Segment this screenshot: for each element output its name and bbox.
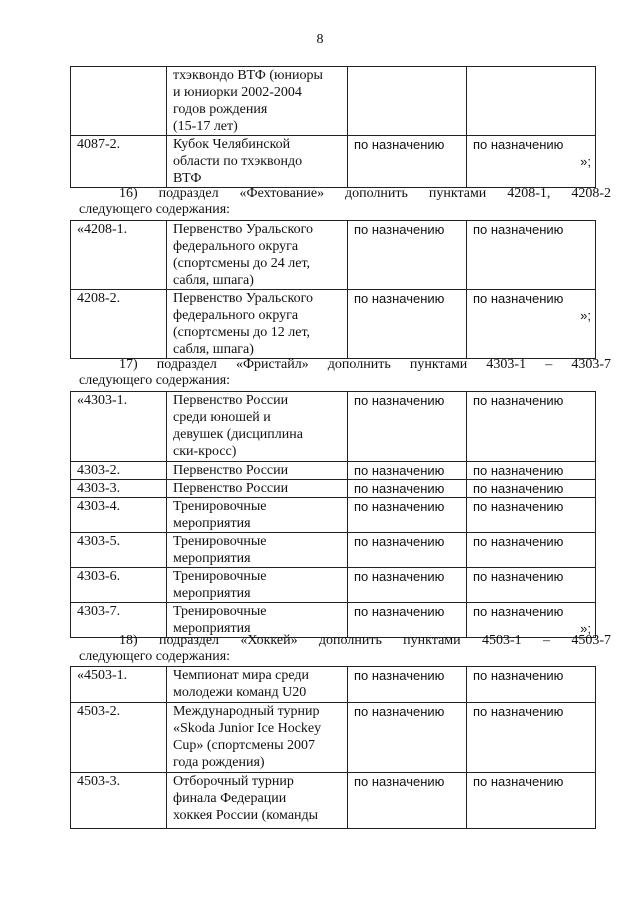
code-cell: 4087-2. [71,136,167,188]
funding-cell: по назначению »; [467,290,596,359]
event-name-cell: Чемпионат мира среди молодежи команд U20 [167,667,348,703]
participants-cell: по назначению [348,703,467,773]
event-name-cell: Тренировочные мероприятия [167,498,348,533]
participants-cell: по назначению [348,136,467,188]
paragraph-16-line1: 16) подраздел «Фехтование» дополнить пунктами 4208-1, 4208-2 [119,186,611,201]
table-row [71,667,596,703]
paragraph-18-line1: 18) подраздел «Хоккей» дополнить пунктами 4503-1 – 4503-7 [119,633,611,648]
code-cell: 4503-3. [71,773,167,829]
event-name-cell: Тренировочные мероприятия [167,603,348,638]
table-row [71,568,596,603]
code-cell: 4303-6. [71,568,167,603]
participants-cell: по назначению [348,498,467,533]
table-row [71,290,596,359]
event-name-cell: Тренировочные мероприятия [167,533,348,568]
participants-cell: по назначению [348,290,467,359]
code-cell: «4208-1. [71,221,167,290]
table-row [71,221,596,290]
event-name-cell: Первенство Уральского федерального округа (спортсмены до 24 лет, сабля, шпага) [167,221,348,290]
event-name-cell: Международный турнир «Skoda Junior Ice Hockey Cup» (спортсмены 2007 года рождения) [167,703,348,773]
event-name-cell: Первенство России [167,462,348,480]
code-cell: 4503-2. [71,703,167,773]
code-cell: 4303-2. [71,462,167,480]
funding-cell: по назначению [467,773,596,829]
code-cell: «4503-1. [71,667,167,703]
funding-cell: по назначению [467,703,596,773]
event-name-cell: Кубок Челябинской области по тхэквондо ВТФ [167,136,348,188]
table-top-block [70,66,596,188]
code-cell: 4303-5. [71,533,167,568]
participants-cell: по назначению [348,221,467,290]
code-cell: 4303-3. [71,480,167,498]
code-cell [71,67,167,136]
funding-cell: по назначению »; [467,603,596,638]
participants-cell: по назначению [348,773,467,829]
table-row [71,136,596,188]
funding-cell: по назначению [467,667,596,703]
paragraph-16-line2: следующего содержания: [79,202,231,217]
paragraph-16 [79,186,611,218]
event-name-cell: Первенство Уральского федерального округа (спортсмены до 12 лет, сабля, шпага) [167,290,348,359]
participants-cell: по назначению [348,462,467,480]
table-row [71,498,596,533]
funding-cell: по назначению [467,498,596,533]
code-cell: 4303-7. [71,603,167,638]
paragraph-17-line2: следующего содержания: [79,373,231,388]
table-hockey [70,666,596,829]
table-row [71,533,596,568]
paragraph-17-line1: 17) подраздел «Фристайл» дополнить пунктами 4303-1 – 4303-7 [119,357,611,372]
funding-cell: по назначению [467,462,596,480]
paragraph-18-line2: следующего содержания: [79,649,231,664]
event-name-cell: Тренировочные мероприятия [167,568,348,603]
table-taekwondo [70,66,596,188]
funding-cell: по назначению [467,480,596,498]
participants-cell: по назначению [348,667,467,703]
event-name-cell: тхэквондо ВТФ (юниоры и юниорки 2002-2004 годов рождения (15-17 лет) [167,67,348,136]
event-name-cell: Первенство России [167,480,348,498]
funding-cell: по назначению [467,221,596,290]
table-row [71,462,596,480]
funding-cell: по назначению »; [467,136,596,188]
event-name-cell: Первенство России среди юношей и девушек (дисциплина ски-кросс) [167,392,348,462]
table-freestyle [70,391,596,638]
participants-cell [348,67,467,136]
code-cell: «4303-1. [71,392,167,462]
table-hockey-block [70,666,596,829]
event-name-cell: Отборочный турнир финала Федерации хоккея России (команды [167,773,348,829]
funding-cell [467,67,596,136]
table-fencing-block [70,220,596,359]
table-freestyle-block [70,391,596,638]
table-row [71,703,596,773]
table-fencing [70,220,596,359]
table-row [71,67,596,136]
participants-cell: по назначению [348,603,467,638]
participants-cell: по назначению [348,480,467,498]
paragraph-17 [79,357,611,389]
funding-cell: по назначению [467,533,596,568]
funding-cell: по назначению [467,568,596,603]
funding-cell: по назначению [467,392,596,462]
table-row [71,392,596,462]
table-row [71,773,596,829]
table-row [71,480,596,498]
code-cell: 4303-4. [71,498,167,533]
paragraph-18 [79,633,611,665]
code-cell: 4208-2. [71,290,167,359]
participants-cell: по назначению [348,392,467,462]
participants-cell: по назначению [348,568,467,603]
page-number: 8 [316,32,324,47]
participants-cell: по назначению [348,533,467,568]
